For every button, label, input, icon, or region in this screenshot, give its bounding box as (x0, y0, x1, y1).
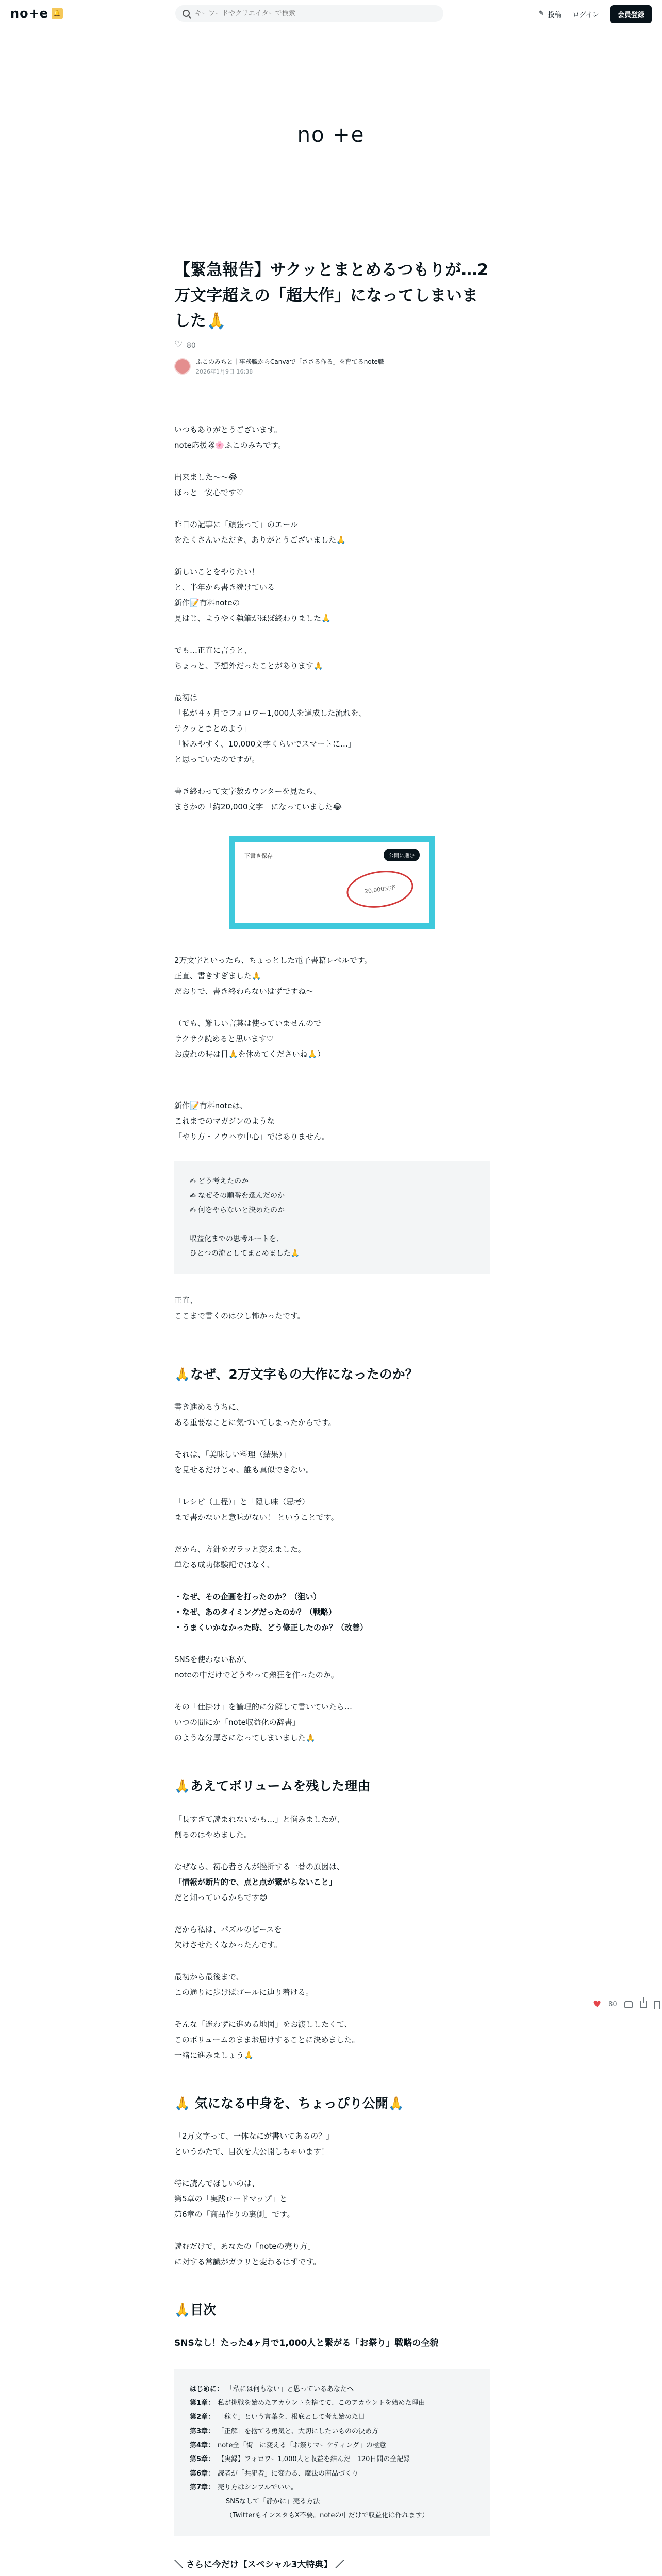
figure-circle: 20,000文字 (344, 867, 416, 911)
paragraph (174, 1652, 490, 1683)
paragraph (174, 1922, 490, 1953)
text-line: 「長すぎて読まれないかも…」と悩みましたが、 (174, 1814, 345, 1824)
toc-item[interactable] (190, 2382, 474, 2396)
section-heading-toc: 🙏目次 (174, 2302, 217, 2318)
text-line: それは、「美味しい料理（結果）」 (174, 1450, 291, 1460)
text-line: 「私が４ヶ月でフォロワー1,000人を達成した流れを、 (174, 708, 367, 718)
paragraph (174, 1399, 490, 1430)
text-line: を見せるだけじゃ、誰も真似できない。 (174, 1465, 314, 1475)
toc-item-key: 第1章： (190, 2399, 215, 2408)
hero-logo-text: no +e (297, 123, 365, 147)
text-line: のような分厚さになってしまいました🙏 (174, 1733, 316, 1743)
text-line: ・なぜ、その企画を打ったのか？（狙い） (174, 1592, 321, 1602)
bonus-heading: ＼ さらに今だけ【スペシャル3大特典】 ／ (174, 2559, 344, 2570)
table-of-contents (174, 2369, 490, 2536)
toc-item[interactable] (190, 2467, 474, 2481)
paragraph (174, 1699, 490, 1745)
text-line: だおりで、書き終わらないはずですね〜 (174, 986, 314, 996)
text-line: ひとつの流としてまとめました🙏 (190, 1249, 300, 1258)
text-line: だから、方針をガラッと変えました。 (174, 1545, 306, 1554)
toc-item[interactable] (190, 2481, 474, 2495)
search-bar[interactable] (175, 5, 443, 22)
text-line: ・うまくいかなかった時、どう修正したのか？（改善） (174, 1623, 368, 1633)
text-line (190, 1217, 474, 1232)
text-line: 書き終わって文字数カウンターを見たら、 (174, 786, 321, 796)
toc-item-key: はじめに： (190, 2385, 224, 2393)
text-line: 最初は (174, 692, 198, 702)
search-icon (183, 10, 190, 17)
text-line: 特に読んでほしいのは、 (174, 2179, 260, 2189)
article-title: 【緊急報告】サクッとまとめるつもりが…2万文字超えの「超大作」になってしまいました🙏 (174, 261, 489, 331)
toc-item-text: 「正解」を捨てる勇気と、大切にしたいものの決め方 (218, 2427, 379, 2435)
text-line: まさかの「約20,000文字」になっていました😂 (174, 802, 342, 811)
toc-item-text: 「私には何もない」と思っているあなたへ (226, 2385, 354, 2393)
note-logo[interactable] (10, 6, 63, 21)
header-image (0, 27, 662, 243)
text-line: このボリュームのままお届けすることに決めました。 (174, 2035, 360, 2044)
text-line: そんな「迷わずに進める地図」をお渡ししたくて、 (174, 2019, 352, 2029)
text-line: 新しいことをやりたい！ (174, 567, 260, 577)
signup-button[interactable]: 会員登録 (610, 5, 652, 23)
toc-item-key: 第6章： (190, 2469, 215, 2478)
text-line: ある重要なことに気づいてしまったからです。 (174, 1418, 336, 1428)
likes-row (174, 342, 490, 350)
text-line: ✍ なぜその順番を選んだのか (190, 1191, 285, 1200)
author-info[interactable] (174, 357, 490, 376)
pen-icon (539, 11, 545, 18)
search-input[interactable] (195, 10, 422, 18)
toc-item-text: 【実録】フォロワー1,000人と収益を結んだ「120日間の全記録」 (218, 2455, 417, 2464)
paragraph (174, 1589, 490, 1635)
post-label: 投稿 (548, 11, 561, 19)
text-line: 昨日の記事に「頑張って」のエール (174, 519, 298, 529)
paragraph (174, 1447, 490, 1478)
text-line: 新作📝有料noteの (174, 598, 240, 607)
paragraph (174, 690, 490, 767)
top-navigation-bar (0, 0, 662, 27)
heart-icon[interactable] (174, 342, 183, 349)
paragraph (174, 517, 490, 548)
text-line: まで書かないと意味がない！ ということです。 (174, 1513, 339, 1522)
text-line: サクッとまとめよう」 (174, 723, 252, 733)
text-line: 欠けさせたくなかったんです。 (174, 1940, 282, 1950)
text-line: 正直、書きすぎました🙏 (174, 971, 261, 980)
text-line: 「2万文字って、一体なにが書いてあるの？」 (174, 2131, 334, 2141)
paragraph (174, 564, 490, 626)
text-line: なぜなら、初心者さんが挫折する一番の原因は、 (174, 1861, 345, 1871)
text-line: ・なぜ、あのタイミングだったのか？（戦略） (174, 1607, 336, 1617)
text-line: 最初から最後まで、 (174, 1972, 244, 1981)
login-link[interactable]: ログイン (572, 11, 599, 19)
text-line: 書き進めるうちに、 (174, 1402, 244, 1412)
toc-item-text: note全「街」に変える「お祭りマーケティング」の極意 (218, 2441, 386, 2449)
paragraph (174, 469, 490, 500)
text-line: 見はじ、ようやく執筆がほぼ終わりました🙏 (174, 613, 331, 623)
text-line: 2万文字といったら、ちょっとした電子書籍レベルです。 (174, 955, 372, 965)
toc-subtitle: SNSなし！たった4ヶ月で1,000人と繋がる「お祭り」戦略の全貌 (174, 2337, 439, 2348)
paragraph (174, 1811, 490, 1842)
article (174, 258, 490, 2570)
toc-item-text: （TwitterもインスタもX不要。noteの中だけで収益化は作れます） (226, 2512, 429, 2520)
bookmark-icon[interactable] (654, 2001, 660, 2009)
text-line: と思っていたのですが。 (174, 754, 260, 764)
text-line: 削るのはやめました。 (174, 1829, 252, 1839)
text-line: 正直、 (174, 1295, 198, 1305)
text-line: 読むだけで、あなたの「noteの売り方」 (174, 2242, 316, 2251)
text-line: 収益化までの思考ルートを、 (190, 1234, 284, 1243)
text-line: この通りに歩けばゴールに辿り着ける。 (174, 1987, 313, 1997)
paragraph (174, 2239, 490, 2269)
toc-item[interactable] (190, 2396, 474, 2410)
text-line: をたくさんいただき、ありがとうございました🙏 (174, 535, 346, 545)
avatar[interactable] (174, 358, 191, 375)
screenshot-image (229, 836, 435, 929)
toc-item-text: 売り方はシンプルでいい。 (218, 2483, 298, 2492)
like-count: 80 (187, 341, 196, 350)
toc-item-key: 第3章： (190, 2427, 215, 2435)
article-body (174, 422, 490, 2570)
text-line: SNSを使わない私が、 (174, 1655, 252, 1665)
text-line: でも…正直に言うと、 (174, 645, 252, 655)
article-image (174, 831, 490, 934)
paragraph (174, 1098, 490, 1144)
paragraph (174, 1969, 490, 2000)
like-heart-icon[interactable]: ♥ (593, 1999, 602, 2010)
text-line: と、半年から書き続けている (174, 582, 275, 592)
text-line: ちょっと、予想外だったことがあります🙏 (174, 660, 323, 670)
text-line: いつの間にか「note収益化の辞書」 (174, 1718, 300, 1727)
text-line: というかたで、目次を大公開しちゃいます！ (174, 2147, 329, 2157)
text-line: 「情報が断片的で、点と点が繋がらないこと」 (174, 1877, 337, 1887)
toc-item-key: 第5章： (190, 2455, 215, 2464)
text-line: サクサク読めると思います♡ (174, 1033, 274, 1043)
paragraph (174, 1859, 490, 1905)
text-line: 一緒に進みましょう🙏 (174, 2050, 254, 2060)
text-line: に対する常識がガラリと変わるはずです。 (174, 2257, 321, 2267)
logo-badge-icon: 🔔 (52, 8, 63, 19)
text-line: ✍ どう考えたのか (190, 1177, 249, 1185)
comment-icon[interactable] (624, 2001, 633, 2008)
text-line: その「仕掛け」を論理的に分解して書いていたら… (174, 1702, 353, 1712)
author-name[interactable]: ふこのみちと｜事務職からCanvaで「ささる作る」を育てるnote職 (196, 358, 384, 365)
text-line: （でも、難しい言葉は使っていませんので (174, 1018, 322, 1028)
text-line: 「やり方・ノウハウ中心」ではありません。 (174, 1131, 329, 1141)
floating-like-count: 80 (608, 2001, 617, 2008)
toc-item[interactable] (190, 2495, 474, 2509)
text-line: noteの中だけでどうやって熱狂を作ったのか。 (174, 1670, 339, 1680)
text-line: 新作📝有料noteは、 (174, 1100, 248, 1110)
text-line: ここまで書くのは少し怖かったです。 (174, 1311, 305, 1320)
paragraph (174, 1293, 490, 1324)
quote-block (174, 1161, 490, 1274)
text-line: いつもありがとうございます。 (174, 425, 282, 434)
text-line: 単なる成功体験記ではなく、 (174, 1560, 275, 1570)
paragraph (174, 784, 490, 815)
toc-item[interactable] (190, 2438, 474, 2452)
paragraph (174, 2128, 490, 2159)
text-line: だから私は、パズルのピースを (174, 1924, 282, 1934)
floating-actions (593, 1999, 660, 2010)
paragraph (174, 1015, 490, 1062)
text-line: ✍ 何をやらないと決めたのか (190, 1206, 285, 1214)
text-line: お疲れの時は目🙏を休めてくださいね🙏） (174, 1049, 325, 1059)
publish-date: 2026年1月9日 16:38 (196, 368, 253, 375)
text-line: 出来ました〜〜😂 (174, 472, 238, 482)
toc-item[interactable] (190, 2410, 474, 2424)
text-line: これまでのマガジンのような (174, 1116, 275, 1126)
text-line: だと知っているからです😊 (174, 1892, 268, 1902)
post-button[interactable] (539, 9, 561, 19)
text-line: 「レシピ（工程）」と「隠し味（思考）」 (174, 1497, 313, 1507)
text-line: 「読みやすく、10,000文字くらいでスマートに…」 (174, 739, 356, 749)
paragraph (174, 2176, 490, 2222)
toc-item-text: 読者が「共犯者」に変わる、魔法の商品づくり (218, 2469, 359, 2478)
toc-item[interactable] (190, 2425, 474, 2438)
figure-title: 下書き保存 (244, 852, 273, 859)
section-heading-why: 🙏なぜ、2万文字もの大作になったのか？ (174, 1366, 418, 1382)
text-line: 第6章の「商品作りの裏側」です。 (174, 2210, 295, 2219)
figure-button: 公開に進む (384, 849, 420, 861)
logo-text[interactable]: no+e (10, 6, 48, 21)
share-icon[interactable] (640, 2001, 647, 2008)
text-line: 第5章の「実践ロードマップ」と (174, 2194, 287, 2204)
toc-item-text: 私が挑戦を始めたアカウントを捨てて、このアカウントを始めた理由 (218, 2399, 425, 2408)
text-line: note応援隊🌸ふこのみちです。 (174, 440, 286, 450)
section-heading-volume: 🙏あえてボリュームを残した理由 (174, 1778, 371, 1794)
header-actions (539, 5, 652, 23)
toc-item-key: 第2章： (190, 2413, 215, 2421)
toc-item-text: 「稼ぐ」という言葉を、根底として考え始めた日 (218, 2413, 366, 2421)
paragraph (174, 1541, 490, 1572)
paragraph (174, 2016, 490, 2063)
toc-item-key: 第7章： (190, 2483, 215, 2492)
toc-item-key: 第4章： (190, 2441, 215, 2449)
section-heading-peek: 🙏 気になる中身を、ちょっぴり公開🙏 (174, 2095, 404, 2111)
text-line: ほっと一安心です♡ (174, 487, 243, 497)
toc-item[interactable] (190, 2509, 474, 2522)
paragraph (174, 1494, 490, 1525)
toc-item-text: SNSなして「静かに」売る方法 (226, 2498, 320, 2506)
paragraph (174, 642, 490, 673)
paragraph (174, 953, 490, 999)
paragraph (174, 422, 490, 453)
toc-item[interactable] (190, 2452, 474, 2466)
